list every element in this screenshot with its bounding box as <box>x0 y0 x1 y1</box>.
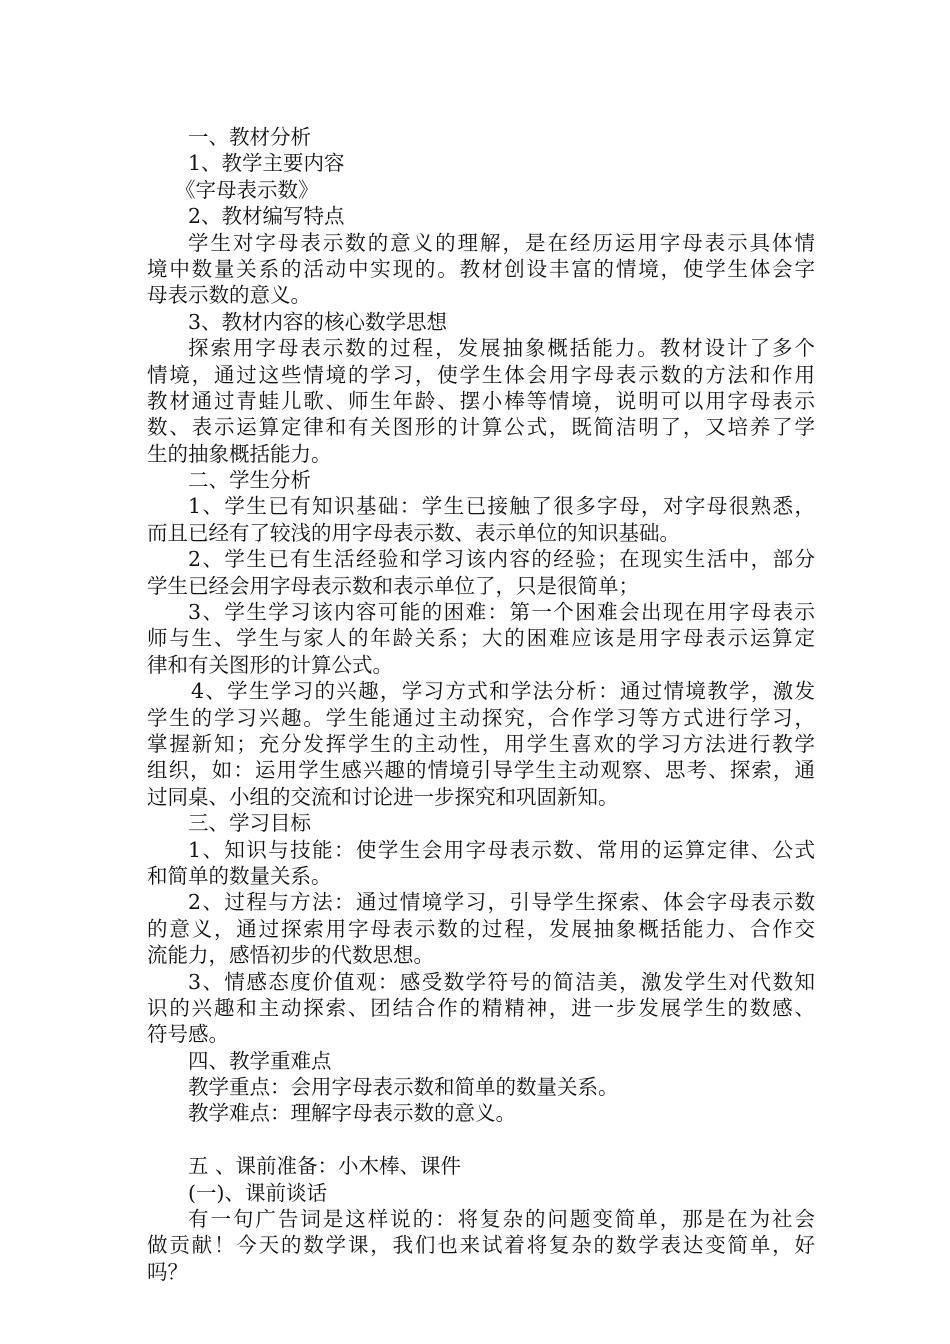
subheading: (一)、课前谈话 <box>188 1180 327 1205</box>
section-heading: 四、教学重难点 <box>188 1048 332 1073</box>
paragraph-line: 而且已经有了较浅的用字母表示数、表示单位的知识基础。 <box>147 520 680 545</box>
paragraph-line: 生的抽象概括能力。 <box>147 441 332 466</box>
paragraph-line: 境中数量关系的活动中实现的。教材创设丰富的情境，使学生体会字 <box>147 256 815 281</box>
section-heading: 一、教材分析 <box>188 125 311 149</box>
paragraph-line: 教学难点：理解字母表示数的意义。 <box>188 1101 516 1126</box>
section-heading: 二、学生分析 <box>188 468 311 493</box>
paragraph-line: 情境，通过这些情境的学习，使学生体会用字母表示数的方法和作用 <box>147 362 815 387</box>
paragraph-line: 2、学生已有生活经验和学习该内容的经验；在现实生活中，部分 <box>188 547 815 572</box>
paragraph-line: 4、学生学习的兴趣，学习方式和学法分析：通过情境教学，激发 <box>191 679 815 704</box>
section-heading: 五 、课前准备：小木棒、课件 <box>188 1154 462 1179</box>
paragraph-line: 探索用字母表示数的过程，发展抽象概括能力。教材设计了多个 <box>188 336 815 361</box>
paragraph-line: 符号感。 <box>147 1022 229 1047</box>
paragraph-line: 做贡献！今天的数学课，我们也来试着将复杂的数学表达变简单，好 <box>147 1233 815 1258</box>
paragraph-line: 组织，如：运用学生感兴趣的情境引导学生主动观察、思考、探索，通 <box>147 758 815 783</box>
paragraph-line: 吗？ <box>147 1259 188 1284</box>
subheading: 2、教材编写特点 <box>188 204 345 229</box>
paragraph-line: 《字母表示数》 <box>175 177 319 202</box>
subheading: 1、教学主要内容 <box>188 151 345 176</box>
paragraph-line: 流能力，感悟初步的代数思想。 <box>147 943 434 968</box>
paragraph-line: 学生已经会用字母表示数和表示单位了，只是很简单； <box>147 573 639 598</box>
paragraph-line: 3、学生学习该内容可能的困难：第一个困难会出现在用字母表示 <box>188 600 815 625</box>
subheading: 3、教材内容的核心数学思想 <box>188 309 448 334</box>
document-body <box>147 124 815 1285</box>
paragraph-line: 有一句广告词是这样说的：将复杂的问题变简单，那是在为社会 <box>188 1207 815 1232</box>
paragraph-line: 的意义，通过探索用字母表示数的过程，发展抽象概括能力、合作交 <box>147 916 815 941</box>
paragraph-line: 学生的学习兴趣。学生能通过主动探究，合作学习等方式进行学习， <box>147 705 815 730</box>
paragraph-line: 3、情感态度价值观：感受数学符号的简洁美，激发学生对代数知 <box>188 969 815 994</box>
paragraph-line: 和简单的数量关系。 <box>147 863 332 888</box>
paragraph-line: 2、过程与方法：通过情境学习，引导学生探索、体会字母表示数 <box>188 890 815 915</box>
paragraph-line: 教学重点：会用字母表示数和简单的数量关系。 <box>188 1075 619 1100</box>
paragraph-line: 数、表示运算定律和有关图形的计算公式，既简洁明了，又培养了学 <box>147 415 815 440</box>
paragraph-line: 掌握新知；充分发挥学生的主动性，用学生喜欢的学习方法进行教学 <box>147 731 815 756</box>
blank-line <box>147 1127 815 1153</box>
paragraph-line: 母表示数的意义。 <box>147 283 311 308</box>
paragraph-line: 师与生、学生与家人的年龄关系；大的困难应该是用字母表示运算定 <box>147 626 815 651</box>
section-heading: 三、学习目标 <box>188 811 311 836</box>
paragraph-line: 1、学生已有知识基础：学生已接触了很多字母，对字母很熟悉， <box>188 494 815 519</box>
paragraph-line: 律和有关图形的计算公式。 <box>147 652 393 677</box>
paragraph-line: 教材通过青蛙儿歌、师生年龄、摆小棒等情境，说明可以用字母表示 <box>147 388 815 413</box>
paragraph-line: 识的兴趣和主动探索、团结合作的精精神，进一步发展学生的数感、 <box>147 995 815 1020</box>
paragraph-line: 学生对字母表示数的意义的理解，是在经历运用字母表示具体情 <box>188 230 815 255</box>
paragraph-line: 过同桌、小组的交流和讨论进一步探究和巩固新知。 <box>147 784 619 809</box>
paragraph-line: 1、知识与技能：使学生会用字母表示数、常用的运算定律、公式 <box>188 837 815 862</box>
